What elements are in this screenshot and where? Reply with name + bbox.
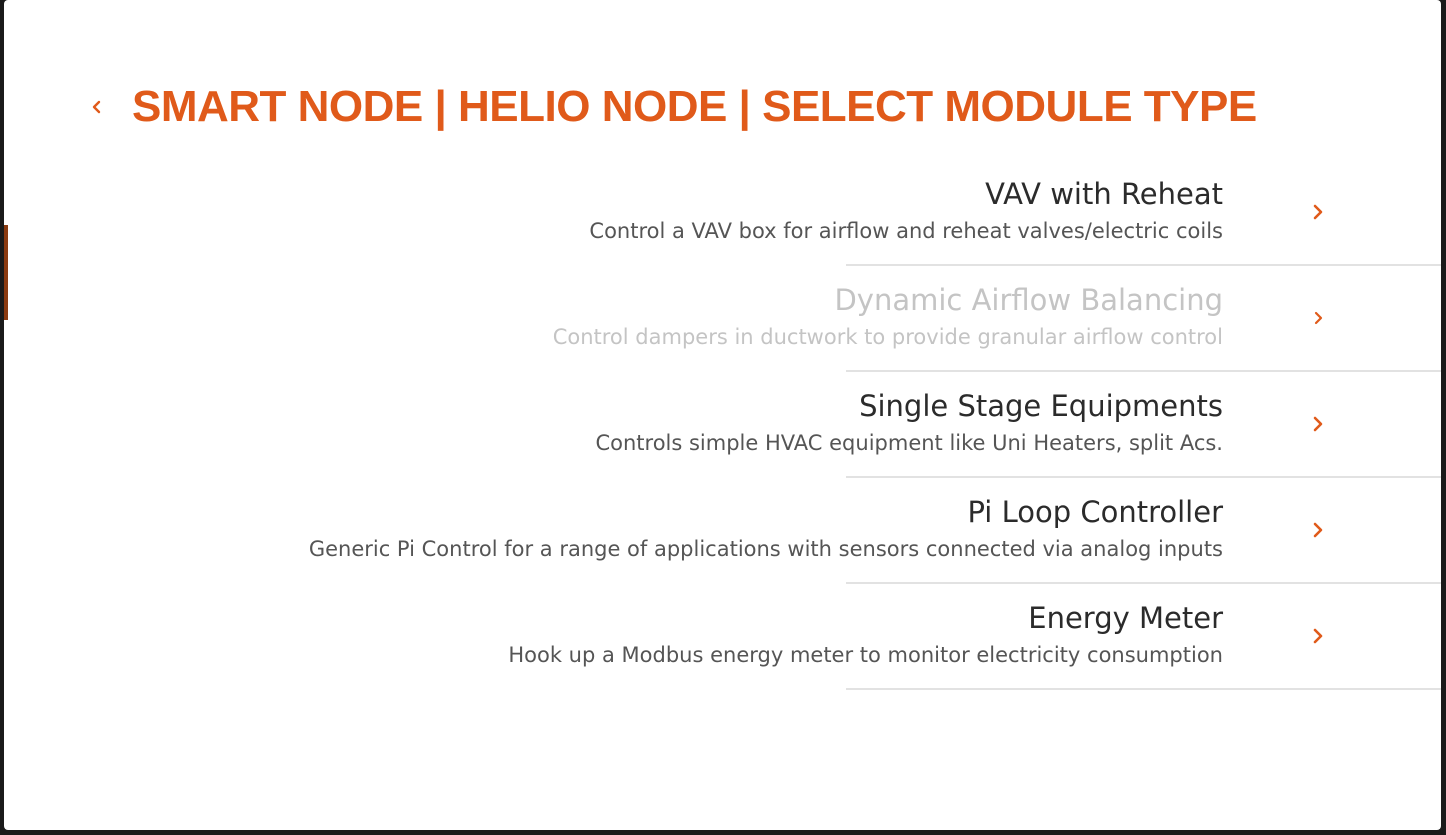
module-title: Pi Loop Controller xyxy=(967,495,1223,529)
module-title: VAV with Reheat xyxy=(985,177,1223,211)
module-text xyxy=(309,492,1223,566)
divider xyxy=(846,688,1441,690)
module-description: Controls simple HVAC equipment like Uni Heaters, split Acs. xyxy=(595,431,1223,455)
chevron-right-icon xyxy=(1311,520,1325,540)
module-type-list xyxy=(4,160,1441,690)
module-text xyxy=(508,598,1223,672)
chevron-right-icon xyxy=(1311,414,1325,434)
module-description: Generic Pi Control for a range of applications with sensors connected via analog inputs xyxy=(308,537,1223,561)
module-item-energy-meter[interactable] xyxy=(4,584,1441,690)
module-text xyxy=(553,280,1223,354)
module-chevron[interactable] xyxy=(1306,302,1330,334)
module-title: Single Stage Equipments xyxy=(859,389,1223,423)
module-item-single-stage-equipments[interactable] xyxy=(4,372,1441,478)
module-item-vav-with-reheat[interactable] xyxy=(4,160,1441,266)
module-chevron[interactable] xyxy=(1306,620,1330,652)
module-description: Control a VAV box for airflow and reheat valves/electric coils xyxy=(589,219,1223,243)
module-chevron[interactable] xyxy=(1306,408,1330,440)
module-item-dynamic-airflow-balancing[interactable] xyxy=(4,266,1441,372)
module-text xyxy=(589,174,1223,248)
page-title: SMART NODE | HELIO NODE | SELECT MODULE TYPE xyxy=(132,82,1257,131)
module-chevron[interactable] xyxy=(1306,514,1330,546)
module-description: Control dampers in ductwork to provide granular airflow control xyxy=(552,325,1223,349)
module-title: Dynamic Airflow Balancing xyxy=(834,283,1223,317)
back-button[interactable] xyxy=(84,92,108,122)
chevron-right-icon xyxy=(1311,202,1325,222)
chevron-left-icon xyxy=(90,99,102,115)
app-screen xyxy=(4,0,1441,830)
module-description: Hook up a Modbus energy meter to monitor electricity consumption xyxy=(508,643,1223,667)
module-item-pi-loop-controller[interactable] xyxy=(4,478,1441,584)
module-text xyxy=(595,386,1223,460)
chevron-right-icon xyxy=(1311,626,1325,646)
module-title: Energy Meter xyxy=(1028,601,1223,635)
module-chevron[interactable] xyxy=(1306,196,1330,228)
chevron-right-icon xyxy=(1311,308,1325,328)
page-header xyxy=(4,78,1441,138)
